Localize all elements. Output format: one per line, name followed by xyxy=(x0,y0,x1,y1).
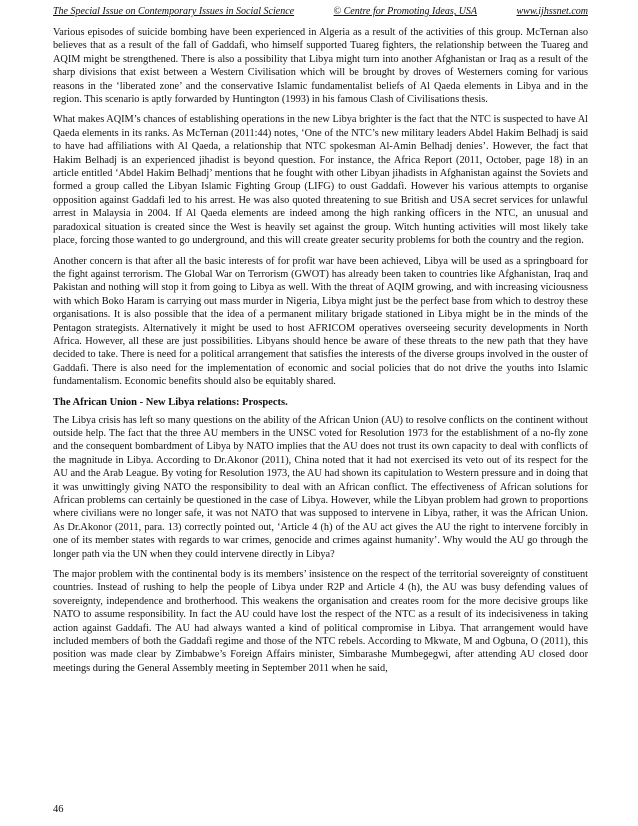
article-body xyxy=(53,26,588,675)
body-paragraph: What makes AQIM’s chances of establishing operations in the new Libya brighter is the fact that the NTC is suspected to have Al Qaeda elements in its ranks. As McTernan (2011:44) notes, ‘One of the NTC’s new military leaders Abdel Hakim Belhadj is said to have had affiliations with Al Qaeda, a relationship that NTC spokesman Al-Amin Belhadj denies’. However, the fact that Hakim Belhadj is an experienced jihadist is beyond question. For instance, the Africa Report (2011, October, page 18) in an article entitled ‘Abdel Hakim Belhadj’ mentions that he fought with other Libyan jihadists in Afghanistan against the Soviets and formed a group called the Libyan Islamic Fighting Group (LIFG) to oust Gaddafi. However his various attempts to organise opposition against Gaddafi led to his arrest. He was also quoted threatening to sue British and USA secret services for unlawful arrest in Malaysia in 2004. If Al Qaeda elements are indeed among the high ranking officers in the NTC, an unusual and paradoxical situation is created since the West is heavily set against the group. Witch hunting activities will most likely take place, forcing those wanted to go underground, and this will create greater security problems for both the country and the region. xyxy=(53,114,588,247)
running-header xyxy=(53,6,588,18)
body-paragraph: Another concern is that after all the basic interests of for profit war have been achieved, Libya will be used as a springboard for the fight against terrorism. The Global War on Terrorism (GWOT) has already been taken to countries like Afghanistan, Iraq and Pakistan and nothing will stop it from going to Libya as well. With the threat of AQIM growing, and with increasing viciousness with which Boko Haram is carrying out mass murder in Nigeria, Libya might just be the perfect base from which to destroy these organisations. It is also possible that the idea of a permanent military brigade stationed in Libya might be in the minds of the Pentagon strategists. Alternatively it might be used to host AFRICOM operatives overseeing security developments in North Africa. However, all these are just possibilities. Libyans should hence be aware of these threats to the new path that they have decided to take. There is need for a political arrangement that satisfies the interests of the diverse groups involved in the ouster of Gaddafi. There is also need for the implementation of economic and social policies that do not drive the youths into Islamic fundamentalism. Economic benefits should also be equitably shared. xyxy=(53,255,588,388)
journal-website: www.ijhssnet.com xyxy=(516,6,588,17)
section-heading: The African Union - New Libya relations: Prospects. xyxy=(53,396,288,408)
page-number: 46 xyxy=(53,804,64,815)
body-paragraph: The major problem with the continental body is its members’ insistence on the respect of the territorial sovereignty of constituent countries. Instead of rushing to help the people of Libya under R2P and Article 4 (h), the AU was busy defending values of sovereignty, independence and brotherhood. This weakens the organisation and creates room for the more decisive groups like NATO to assume responsibility. In fact the AU could have lost the respect of the NTC as a result of its indecisiveness in taking action against Gaddafi. The AU had always wanted a kind of political compromise in Libya. That arrangement would have included members of both the Gaddafi regime and those of the NTC rebels. According to Mkwate, M and Ogbuna, O (2011), this position was made clear by Zimbabwe’s Foreign Affairs minister, Simbarashe Mumbegegwi, after attending AU closed door meetings during the General Assembly meeting in September 2011 when he said, xyxy=(53,569,588,674)
body-paragraph: The Libya crisis has left so many questions on the ability of the African Union (AU) to resolve conflicts on the continent without outside help. The fact that the three AU members in the UNSC voted for Resolution 1973 for the establishment of a no-fly zone and the consequent bombardment of Libya by NATO implies that the AU does not trust its own capacity to deal with conflicts of the magnitude in Libya. According to Dr.Akonor (2011), China noted that it had not exercised its veto out of its respect for the AU and the Arab League. By voting for Resolution 1973, the AU had shown its capitulation to Western pressure and in doing that it was unwittingly giving NATO the responsibility to deal with an African conflict. The effectiveness of African solutions for African problems can certainly be questioned in the case of Libya. However, while the Libyan problem had grown to proportions where civilians were no longer safe, it was not NATO that was supposed to intervene in Libya, rather, it was the African Union. As Dr.Akonor (2011, para. 13) correctly pointed out, ‘Article 4 (h) of the AU act gives the AU the right to intervene forcibly in one of its member states with regards to war crimes, genocide and crimes against humanity’. Why would the AU go through the longer path via the UN when they could intervene directly in Libya? xyxy=(53,414,588,560)
copyright-notice: © Centre for Promoting Ideas, USA xyxy=(333,6,478,17)
body-paragraph: Various episodes of suicide bombing have been experienced in Algeria as a result of the activities of this group. McTernan also believes that as a result of the fall of Gaddafi, who himself supported Tuareg fighters, the relationship between the Tuareg and AQIM might be strengthened. There is also a possibility that Libya might turn into another Afghanistan or Iraq as a result of the sharp divisions that exist between a Western Civilisation which will be brought by droves of Westerners coming for various reasons in the ‘liberated zone’ and the conservative Islamic fundamentalist beliefs of Al Qaeda elements in Libya and in the region. This scenario is aptly forwarded by Huntington (1993) in his famous Clash of Civilisations thesis. xyxy=(53,27,588,106)
journal-title: The Special Issue on Contemporary Issues in Social Science xyxy=(53,6,295,17)
